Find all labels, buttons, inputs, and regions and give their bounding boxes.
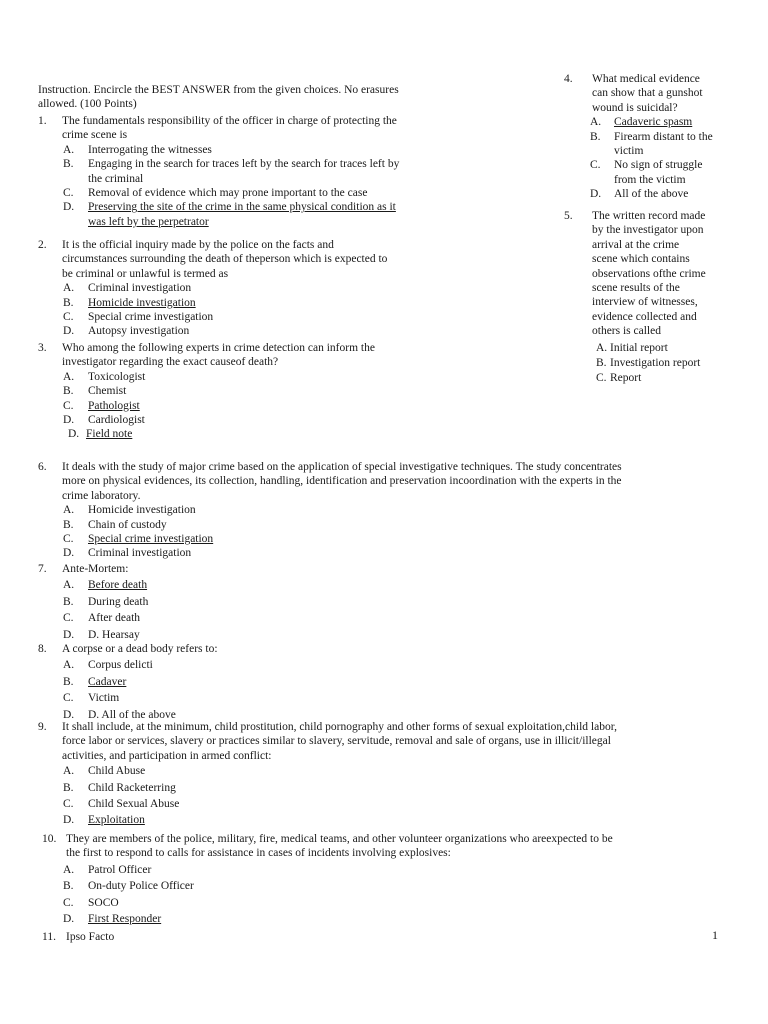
option-d-answer: D. Exploitation: [63, 814, 145, 827]
question-text: crime laboratory.: [62, 489, 141, 502]
question-text: Who among the following experts in crime detection can inform the: [62, 342, 375, 354]
option-d-answer: D. First Responder: [63, 913, 162, 926]
instruction-line: allowed. (100 Points): [38, 98, 137, 111]
question-text: They are members of the police, military, fire, medical teams, and other volunteer organizations who areexpected to be: [66, 833, 613, 845]
option-a: A. Homicide investigation: [63, 504, 196, 517]
option-a: A. Criminal investigation: [63, 282, 192, 295]
question-text: others is called: [592, 325, 661, 338]
option-b-cont: the criminal: [88, 172, 144, 185]
question-1: [38, 114, 458, 229]
question-text: A corpse or a dead body refers to:: [62, 643, 218, 655]
option-a: A. Child Abuse: [63, 765, 146, 778]
option-d: D. All of the above: [590, 188, 689, 201]
question-number: 9.: [38, 721, 47, 733]
question-text: crime scene is: [62, 129, 128, 142]
option-b-cont: victim: [614, 145, 644, 158]
question-text: It is the official inquiry made by the police on the facts and: [62, 239, 334, 251]
page-number: 1: [712, 928, 718, 942]
question-number: 4.: [564, 73, 573, 85]
option-b: B. Chemist: [63, 385, 127, 398]
question-text: It deals with the study of major crime based on the application of special investigative techniques. The study concentrates: [62, 461, 622, 473]
instruction-line: Instruction. Encircle the BEST ANSWER from the given choices. No erasures: [38, 84, 399, 96]
question-text: by the investigator upon: [592, 224, 704, 237]
question-text: be criminal or unlawful is termed as: [62, 267, 229, 280]
option-b: B. Child Racketerring: [63, 781, 176, 794]
question-text: scene results of the: [592, 282, 680, 295]
question-text: arrival at the crime: [592, 238, 680, 251]
question-text: can show that a gunshot: [592, 87, 703, 100]
question-number: 6.: [38, 461, 47, 473]
question-text: interview of witnesses,: [592, 296, 698, 309]
question-number: 1.: [38, 115, 47, 127]
option-d-answer: D. Preserving the site of the crime in the same physical condition as it: [63, 201, 396, 214]
question-8: [38, 642, 738, 722]
option-c: C. After death: [63, 612, 141, 625]
question-5: [564, 209, 764, 386]
option-a: A. Corpus delicti: [63, 659, 153, 672]
option-a-answer: A. Cadaveric spasm: [590, 116, 693, 129]
question-text: force labor or services, slavery or practices similar to slavery, servitude, removal and sale of organs, use in illicit/illegal: [62, 735, 611, 748]
option-c: C. No sign of struggle: [590, 159, 703, 172]
option-d: D. Criminal investigation: [63, 547, 192, 560]
question-7: [38, 562, 738, 642]
option-c-answer: C. Special crime investigation: [63, 533, 214, 546]
question-number: 7.: [38, 563, 47, 575]
option-c: C. SOCO: [63, 896, 119, 909]
question-text: Ipso Facto: [66, 931, 115, 943]
option-d-extra: D. Field note: [68, 428, 133, 441]
question-11: [42, 930, 342, 944]
option-b-answer: B. Homicide investigation: [63, 296, 196, 309]
option-b: B. On-duty Police Officer: [63, 880, 194, 893]
option-a: A. Initial report: [596, 341, 668, 354]
option-b: B. Engaging in the search for traces left by the search for traces left by: [63, 158, 400, 171]
question-number: 3.: [38, 342, 47, 354]
option-b: B. Investigation report: [596, 357, 701, 370]
question-text: The fundamentals responsibility of the officer in charge of protecting the: [62, 115, 397, 127]
option-c: C. Victim: [63, 692, 120, 705]
question-6: [38, 460, 738, 561]
option-a: A. Interrogating the witnesses: [63, 143, 212, 156]
option-d: D. D. Hearsay: [63, 628, 140, 641]
option-c-cont: from the victim: [614, 173, 686, 186]
question-number: 5.: [564, 210, 573, 222]
option-a: A. Patrol Officer: [63, 863, 152, 876]
option-c-answer: C. Pathologist: [63, 399, 140, 412]
option-b: B. During death: [63, 595, 149, 608]
question-text: more on physical evidences, its collection, handling, identification and preservation incoordination with the experts in the: [62, 475, 622, 488]
question-10: [38, 832, 738, 926]
question-text: The written record made: [592, 210, 706, 222]
option-c: C. Child Sexual Abuse: [63, 798, 180, 811]
question-3: [38, 341, 458, 442]
question-text: What medical evidence: [592, 73, 700, 85]
option-d-cont: was left by the perpetrator: [88, 215, 209, 228]
option-a-answer: A. Before death: [63, 579, 148, 592]
question-number: 8.: [38, 643, 47, 655]
option-c: C. Removal of evidence which may prone important to the case: [63, 187, 368, 200]
option-d: D. D. All of the above: [63, 708, 176, 721]
option-d: D. Autopsy investigation: [63, 325, 190, 338]
option-b: B. Firearm distant to the: [590, 130, 713, 143]
option-d: D. Cardiologist: [63, 414, 145, 427]
question-text: Ante-Mortem:: [62, 563, 129, 575]
question-text: activities, and participation in armed conflict:: [62, 749, 272, 762]
option-c: C. Report: [596, 372, 642, 385]
question-text: circumstances surrounding the death of theperson which is expected to: [62, 253, 388, 266]
option-b-answer: B. Cadaver: [63, 675, 127, 688]
option-a: A. Toxicologist: [63, 370, 146, 383]
question-number: 10.: [42, 833, 57, 845]
question-text: It shall include, at the minimum, child prostitution, child pornography and other forms of sexual exploitation,child labor,: [62, 721, 617, 733]
question-text: observations ofthe crime: [592, 267, 706, 280]
instruction-block: [38, 83, 458, 112]
question-number: 2.: [38, 239, 47, 251]
question-text: evidence collected and: [592, 310, 697, 323]
question-text: investigator regarding the exact causeof death?: [62, 356, 279, 369]
question-text: the first to respond to calls for assistance in cases of incidents involving explosives:: [66, 847, 451, 860]
question-2: [38, 238, 458, 339]
question-text: wound is suicidal?: [592, 101, 678, 114]
question-text: scene which contains: [592, 253, 690, 266]
question-number: 11.: [42, 931, 56, 943]
option-c: C. Special crime investigation: [63, 311, 214, 324]
question-4: [564, 72, 764, 202]
question-9: [38, 720, 738, 828]
option-b: B. Chain of custody: [63, 518, 167, 531]
